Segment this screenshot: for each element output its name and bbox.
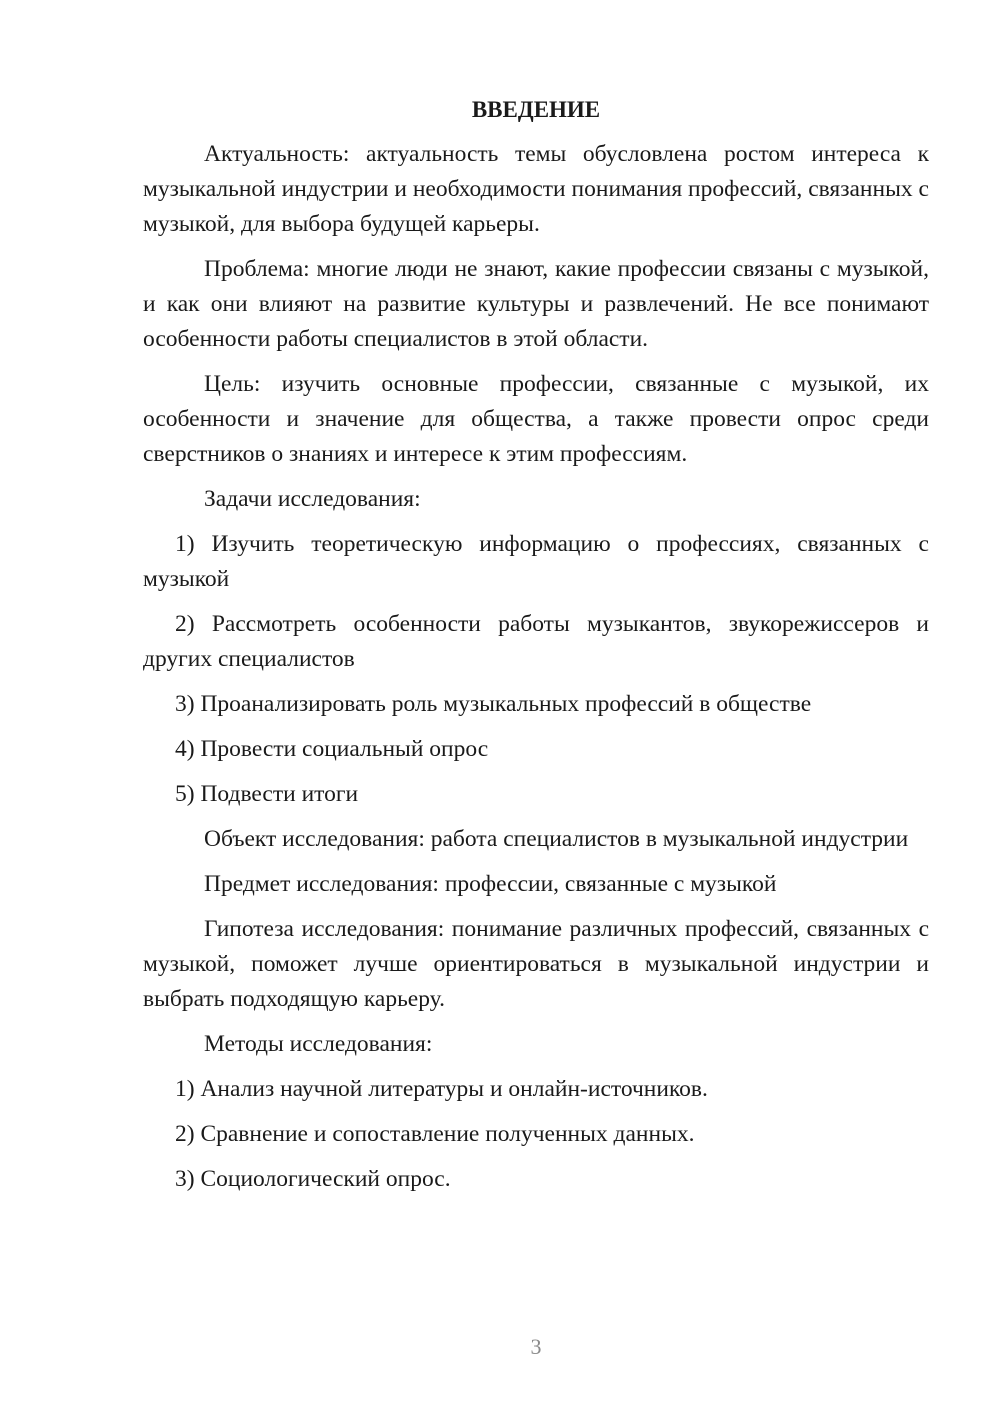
task-item-3: 3) Проанализировать роль музыкальных профессий в обществе [175, 691, 812, 717]
page-content [143, 92, 929, 1207]
page-number: 3 [530, 1334, 542, 1359]
object-paragraph: Объект исследования: работа специалистов в музыкальной индустрии [204, 826, 909, 852]
task-item-2: 2) Рассмотреть особенности работы музыкантов, звукорежиссеров и других специалистов [143, 611, 929, 672]
relevance-paragraph: Актуальность: актуальность темы обусловлена ростом интереса к музыкальной индустрии и необходимости понимания профессий, связанных с музыкой, для выбора будущей карьеры. [143, 141, 929, 237]
tasks-heading: Задачи исследования: [204, 486, 421, 512]
subject-paragraph: Предмет исследования: профессии, связанные с музыкой [204, 871, 777, 897]
task-item-4: 4) Провести социальный опрос [175, 736, 489, 762]
problem-paragraph: Проблема: многие люди не знают, какие профессии связаны с музыкой, и как они влияют на развитие культуры и развлечений. Не все понимают особенности работы специалистов в этой области. [143, 256, 929, 352]
task-item-5: 5) Подвести итоги [175, 781, 359, 807]
task-item-1: 1) Изучить теоретическую информацию о профессиях, связанных с музыкой [143, 531, 929, 592]
method-item-3: 3) Социологический опрос. [175, 1166, 451, 1192]
goal-paragraph: Цель: изучить основные профессии, связанные с музыкой, их особенности и значение для общества, а также провести опрос среди сверстников о знаниях и интересе к этим профессиям. [143, 371, 929, 467]
method-item-1: 1) Анализ научной литературы и онлайн-источников. [175, 1076, 708, 1102]
methods-heading: Методы исследования: [204, 1031, 433, 1057]
page-title: ВВЕДЕНИЕ [471, 97, 601, 122]
hypothesis-paragraph: Гипотеза исследования: понимание различных профессий, связанных с музыкой, поможет лучше ориентироваться в музыкальной индустрии и выбрать подходящую карьеру. [143, 916, 929, 1012]
method-item-2: 2) Сравнение и сопоставление полученных данных. [175, 1121, 695, 1147]
